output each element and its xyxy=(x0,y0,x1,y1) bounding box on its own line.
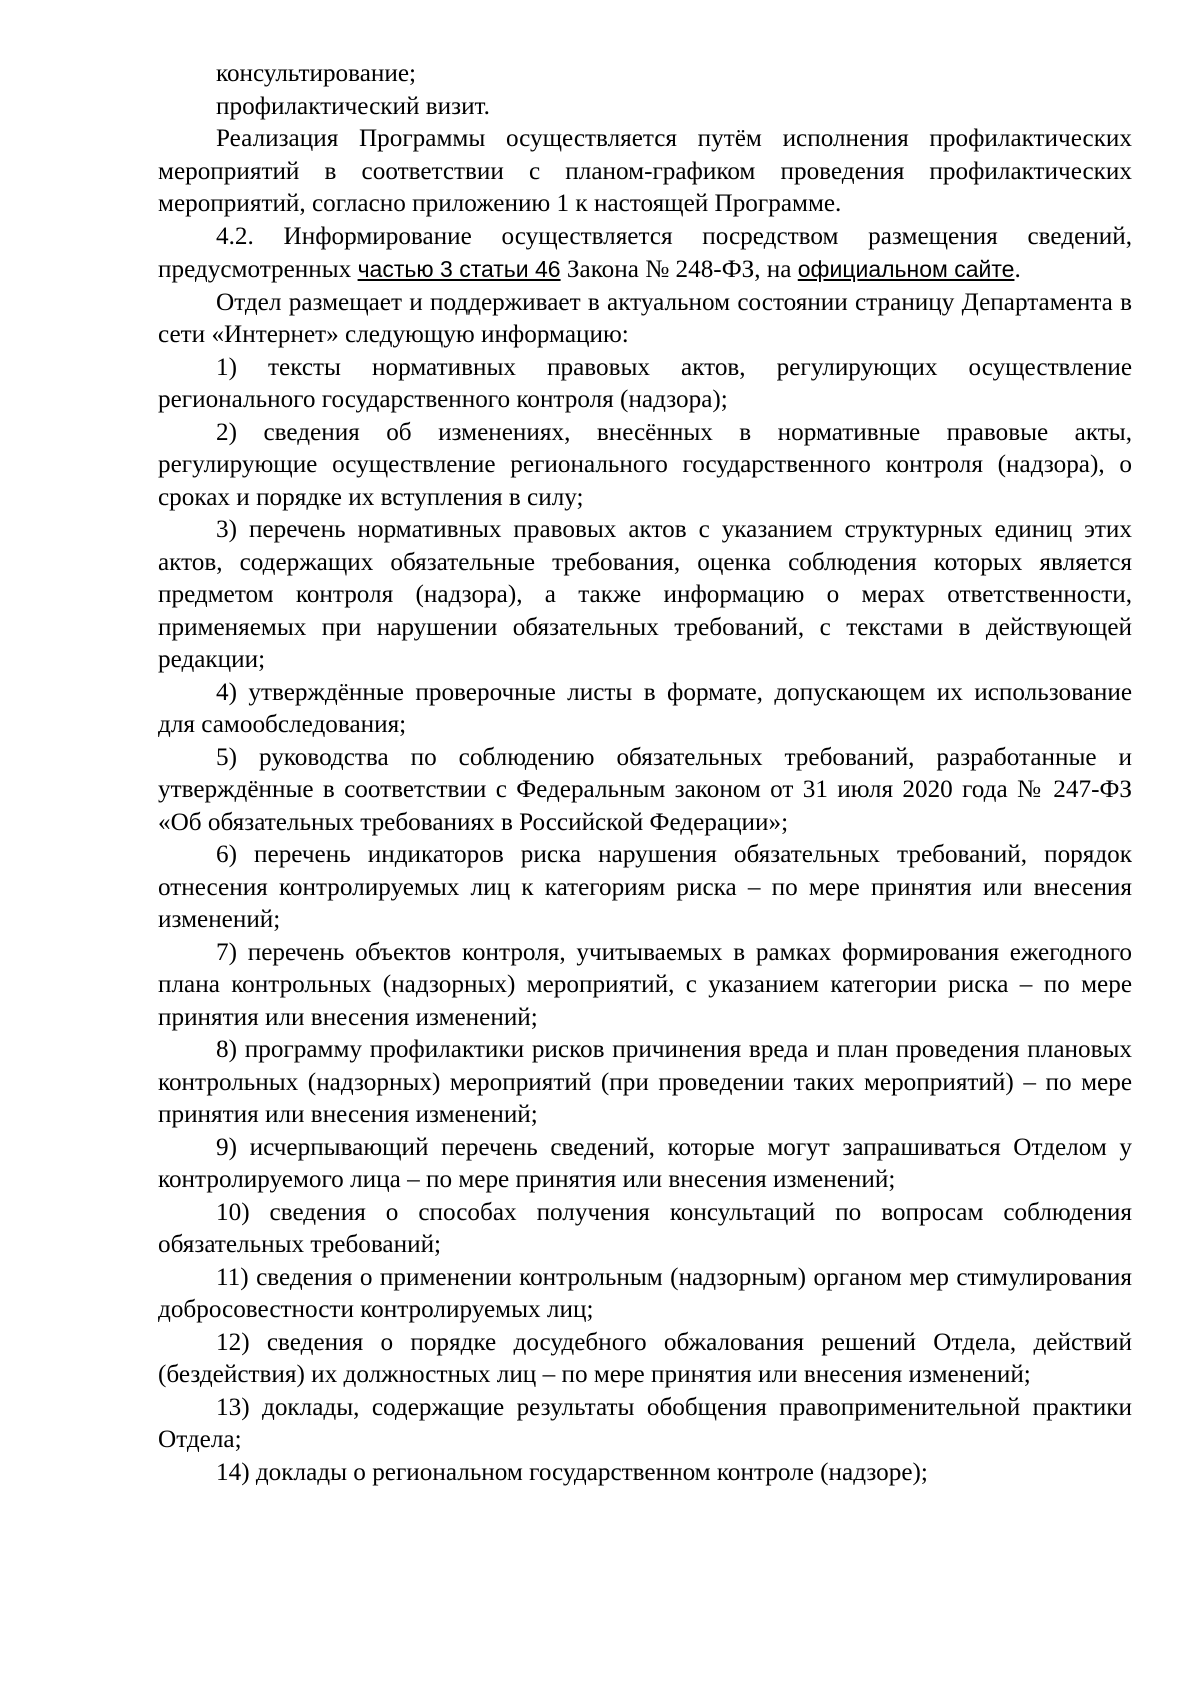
paragraph-informing xyxy=(158,221,1132,287)
list-item-12: 12) сведения о порядке досудебного обжалования решений Отдела, действий (бездействия) их должностных лиц – по мере принятия или внесения изменений; xyxy=(158,1328,1132,1388)
informing-text-start: 4.2. Информирование осуществляется посредством размещения сведений, предусмотренных xyxy=(158,222,1132,283)
paragraph-consulting: консультирование; xyxy=(216,60,417,87)
paragraph-program-implementation: Реализация Программы осуществляется путём исполнения профилактических мероприятий в соответствии с планом-графиком проведения профилактических мероприятий, согласно приложению 1 к настоящей Программе. xyxy=(158,125,1132,217)
list-item-11: 11) сведения о применении контрольным (надзорным) органом мер стимулирования добросовестности контролируемых лиц; xyxy=(158,1263,1132,1323)
link-part-3-article-46[interactable]: частью 3 статьи 46 xyxy=(357,256,561,282)
list-item-6: 6) перечень индикаторов риска нарушения обязательных требований, порядок отнесения контролируемых лиц к категориям риска – по мере принятия или внесения изменений; xyxy=(158,841,1132,933)
list-item-14: 14) доклады о региональном государственном контроле (надзоре); xyxy=(216,1458,928,1486)
list-item-13: 13) доклады, содержащие результаты обобщения правоприменительной практики Отдела; xyxy=(158,1393,1132,1453)
list-item-4: 4) утверждённые проверочные листы в формате, допускающем их использование для самообследования; xyxy=(158,678,1132,738)
paragraph-preventive-visit: профилактический визит. xyxy=(216,92,490,120)
list-item-5: 5) руководства по соблюдению обязательных требований, разработанные и утверждённые в соответствии с Федеральным законом от 31 июля 2020 года № 247-ФЗ «Об обязательных требованиях в Российской Федерации»; xyxy=(158,743,1132,836)
list-item-3: 3) перечень нормативных правовых актов с указанием структурных единиц этих актов, содержащих обязательные требования, оценка соблюдения которых является предметом контроля (надзора), а также информацию о мерах ответственности, применяемых при нарушении обязательных требований, с текстами в действующей редакции; xyxy=(158,516,1132,673)
informing-text-end: . xyxy=(1014,256,1021,283)
paragraph-department-page: Отдел размещает и поддерживает в актуальном состоянии страницу Департамента в сети «Интернет» следующую информацию: xyxy=(158,288,1132,348)
link-official-site[interactable]: официальном сайте xyxy=(797,256,1015,282)
list-item-10: 10) сведения о способах получения консультаций по вопросам соблюдения обязательных требований; xyxy=(158,1198,1132,1258)
list-item-1: 1) тексты нормативных правовых актов, регулирующих осуществление регионального государственного контроля (надзора); xyxy=(158,353,1132,413)
list-item-2: 2) сведения об изменениях, внесённых в нормативные правовые акты, регулирующие осуществление регионального государственного контроля (надзора), о сроках и порядке их вступления в силу; xyxy=(158,418,1132,511)
document-page xyxy=(158,58,1132,1489)
list-item-9: 9) исчерпывающий перечень сведений, которые могут запрашиваться Отделом у контролируемого лица – по мере принятия или внесения изменений; xyxy=(158,1133,1132,1193)
list-item-7: 7) перечень объектов контроля, учитываемых в рамках формирования ежегодного плана контрольных (надзорных) мероприятий, с указанием категории риска – по мере принятия или внесения изменений; xyxy=(158,938,1132,1031)
list-item-8: 8) программу профилактики рисков причинения вреда и план проведения плановых контрольных (надзорных) мероприятий (при проведении таких мероприятий) – по мере принятия или внесения изменений; xyxy=(158,1036,1132,1128)
informing-text-middle: Закона № 248-ФЗ, на xyxy=(560,256,798,283)
